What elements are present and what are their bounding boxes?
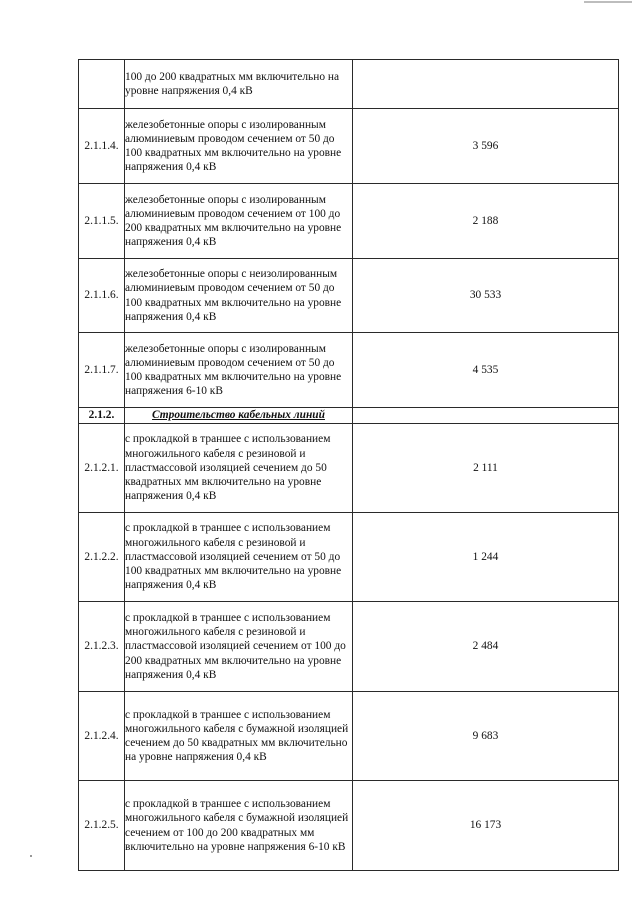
- table-row: [79, 184, 619, 259]
- item-number: 2.1.1.5.: [79, 184, 125, 259]
- item-value: 2 484: [353, 602, 619, 692]
- item-value: 3 596: [353, 109, 619, 184]
- table-row: [79, 109, 619, 184]
- item-value: 16 173: [353, 781, 619, 871]
- item-value: 2 188: [353, 184, 619, 259]
- item-value: 2 111: [353, 424, 619, 513]
- item-number: 2.1.2.2.: [79, 513, 125, 602]
- item-value: [353, 60, 619, 109]
- item-number: 2.1.2.3.: [79, 602, 125, 692]
- table-row: [79, 333, 619, 408]
- item-number: 2.1.1.7.: [79, 333, 125, 408]
- table-row: [79, 259, 619, 333]
- item-number: 2.1.1.6.: [79, 259, 125, 333]
- item-description: железобетонные опоры с неизолированным алюминиевым проводом сечением от 50 до 100 квадратных мм включительно на уровне напряжения 0,4 кВ: [125, 259, 353, 333]
- item-number: 2.1.2.4.: [79, 692, 125, 781]
- item-description: железобетонные опоры с изолированным алюминиевым проводом сечением от 50 до 100 квадратных мм включительно на уровне напряжения 6-10 кВ: [125, 333, 353, 408]
- item-value: 30 533: [353, 259, 619, 333]
- scan-edge-mark: [584, 1, 632, 3]
- scan-dot: [30, 855, 32, 857]
- item-number: 2.1.2.: [79, 408, 125, 424]
- item-description: с прокладкой в траншее с использованием многожильного кабеля с резиновой и пластмассовой изоляцией сечением от 100 до 200 квадратных мм включительно на уровне напряжения 0,4 кВ: [125, 602, 353, 692]
- table-body: [79, 60, 619, 871]
- item-number: 2.1.2.5.: [79, 781, 125, 871]
- item-description: железобетонные опоры с изолированным алюминиевым проводом сечением от 100 до 200 квадратных мм включительно на уровне напряжения 0,4 кВ: [125, 184, 353, 259]
- item-number: 2.1.1.4.: [79, 109, 125, 184]
- item-description: Строительство кабельных линий: [125, 408, 353, 424]
- item-value: [353, 408, 619, 424]
- item-description: 100 до 200 квадратных мм включительно на уровне напряжения 0,4 кВ: [125, 60, 353, 109]
- table-row: [79, 513, 619, 602]
- item-value: 9 683: [353, 692, 619, 781]
- item-description: с прокладкой в траншее с использованием многожильного кабеля с резиновой и пластмассовой изоляцией сечением до 50 квадратных мм включительно на уровне напряжения 0,4 кВ: [125, 424, 353, 513]
- section-header-row: [79, 408, 619, 424]
- item-description: железобетонные опоры с изолированным алюминиевым проводом сечением от 50 до 100 квадратных мм включительно на уровне напряжения 0,4 кВ: [125, 109, 353, 184]
- table-row: [79, 424, 619, 513]
- item-description: с прокладкой в траншее с использованием многожильного кабеля с бумажной изоляцией сечением от 100 до 200 квадратных мм включительно на уровне напряжения 6-10 кВ: [125, 781, 353, 871]
- item-number: 2.1.2.1.: [79, 424, 125, 513]
- table-row: [79, 60, 619, 109]
- table-row: [79, 781, 619, 871]
- item-value: 1 244: [353, 513, 619, 602]
- tariff-table: [78, 59, 619, 871]
- item-description: с прокладкой в траншее с использованием многожильного кабеля с бумажной изоляцией сечением до 50 квадратных мм включительно на уровне напряжения 0,4 кВ: [125, 692, 353, 781]
- table-row: [79, 692, 619, 781]
- item-number: [79, 60, 125, 109]
- table-row: [79, 602, 619, 692]
- item-description: с прокладкой в траншее с использованием многожильного кабеля с резиновой и пластмассовой изоляцией сечением от 50 до 100 квадратных мм включительно на уровне напряжения 0,4 кВ: [125, 513, 353, 602]
- item-value: 4 535: [353, 333, 619, 408]
